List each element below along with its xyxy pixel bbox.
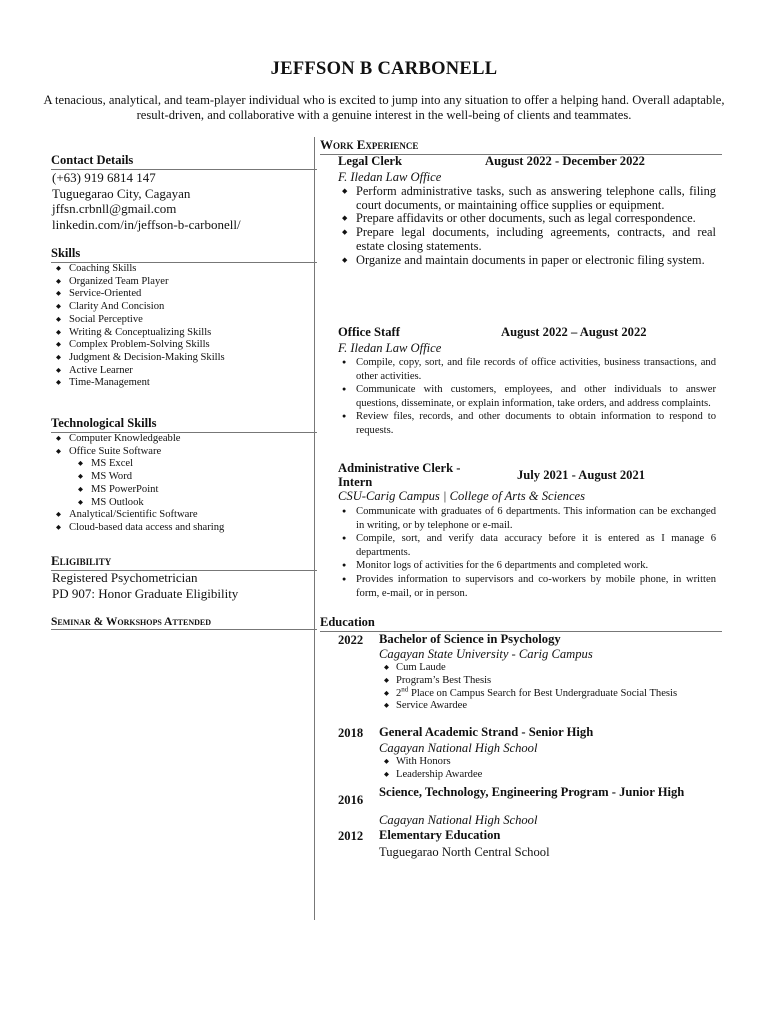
tech-skills-heading: Technological Skills <box>51 416 317 433</box>
job-title-line: Administrative Clerk - <box>338 461 461 475</box>
list-item: ● Monitor logs of activities for the 6 departments and completed work. <box>340 559 716 573</box>
education-degree: Bachelor of Science in Psychology <box>379 632 561 646</box>
list-item: ◆ Leadership Awardee <box>382 769 702 782</box>
work-heading: Work Experience <box>320 137 722 155</box>
list-item: ● Review files, records, and other documents to obtain information to respond to requests. <box>340 410 716 437</box>
education-school: Cagayan National High School <box>379 741 538 755</box>
education-school: Cagayan State University - Carig Campus <box>379 647 593 661</box>
list-item: ◆ Service-Oriented <box>53 288 225 301</box>
education-school: Tuguegarao North Central School <box>379 845 550 859</box>
list-item: ◆ Writing & Conceptualizing Skills <box>53 327 225 340</box>
list-item: ◆ Time-Management <box>53 377 225 390</box>
list-item: ● Compile, copy, sort, and file records of office activities, business transactions, and other activities. <box>340 356 716 383</box>
honor-text: Place on Campus Search for Best Undergraduate Social Thesis <box>410 687 678 699</box>
honor-ordinal-suffix: nd <box>401 685 409 694</box>
list-item: ● Communicate with graduates of 6 departments. This information can be exchanged in writing, or by telephone or e-mail. <box>340 505 716 532</box>
tech-skills-list <box>53 433 224 535</box>
education-degree: Science, Technology, Engineering Program - Junior High <box>379 785 685 799</box>
list-item: ◆ Perform administrative tasks, such as answering telephone calls, filing court documents, or maintaining office supplies or equipment. <box>340 185 716 212</box>
list-item: ◆ Service Awardee <box>382 700 702 713</box>
list-item: ◆ Analytical/Scientific Software <box>53 509 224 522</box>
list-item: ◆ With Honors <box>382 756 702 769</box>
education-degree: Elementary Education <box>379 828 501 842</box>
job-duties <box>340 356 716 438</box>
contact-linkedin[interactable]: linkedin.com/in/jeffson-b-carbonell/ <box>52 216 241 232</box>
list-item: ● Provides information to supervisors and co-workers by mobile phone, in written form, e-mail, or in person. <box>340 573 716 600</box>
list-item: ◆ Prepare legal documents, including agreements, contracts, and real estate closing statements. <box>340 226 716 253</box>
job-title <box>338 462 460 489</box>
job-dates: July 2021 - August 2021 <box>517 468 646 482</box>
list-item: ◆ Organized Team Player <box>53 276 225 289</box>
job-title: Legal Clerk <box>338 154 403 168</box>
job-duties <box>340 185 716 267</box>
job-organization: CSU-Carig Campus | College of Arts & Sciences <box>338 489 586 503</box>
contact-details <box>52 170 241 232</box>
seminars-heading: Seminar & Workshops Attended <box>51 616 317 630</box>
job-title: Office Staff <box>338 325 400 339</box>
list-item: Registered Psychometrician <box>52 570 198 585</box>
list-item: ◆ Office Suite Software <box>53 446 224 459</box>
contact-heading: Contact Details <box>51 153 317 170</box>
list-item: ◆ Cloud-based data access and sharing <box>53 522 224 535</box>
education-year: 2016 <box>338 793 364 807</box>
list-item: ◆ Prepare affidavits or other documents, such as legal correspondence. <box>340 212 716 226</box>
contact-phone: (+63) 919 6814 147 <box>52 170 156 185</box>
eligibility-list <box>52 570 238 601</box>
list-item: PD 907: Honor Graduate Eligibility <box>52 585 239 601</box>
honors-list <box>382 662 702 713</box>
contact-location: Tuguegarao City, Cagayan <box>52 185 191 201</box>
job-organization: F. Iledan Law Office <box>338 170 442 184</box>
job-dates: August 2022 – August 2022 <box>501 325 647 339</box>
job-dates: August 2022 - December 2022 <box>485 154 645 168</box>
list-item: ◆ Complex Problem-Solving Skills <box>53 339 225 352</box>
list-item: ◆ MS PowerPoint <box>53 484 224 497</box>
applicant-name: JEFFSON B CARBONELL <box>270 59 498 79</box>
list-item: ◆ MS Outlook <box>53 497 224 510</box>
education-year: 2012 <box>338 829 364 843</box>
job-organization: F. Iledan Law Office <box>338 341 442 355</box>
list-item: ◆ Judgment & Decision-Making Skills <box>53 352 225 365</box>
contact-email[interactable]: jffsn.crbnll@gmail.com <box>52 201 177 216</box>
list-item <box>382 685 702 701</box>
list-item: ◆ MS Word <box>53 471 224 484</box>
list-item: ◆ Program’s Best Thesis <box>382 675 702 688</box>
profile-summary: A tenacious, analytical, and team-player individual who is excited to jump into any situation to offer a helping hand. Overall adaptable, result-driven, and collaborative with a genuine interest in the well-being of clients and teammates. <box>43 93 725 122</box>
skills-heading: Skills <box>51 246 317 263</box>
education-year: 2018 <box>338 726 364 740</box>
education-school: Cagayan National High School <box>379 813 538 827</box>
education-heading: Education <box>320 615 722 632</box>
list-item: ◆ Coaching Skills <box>53 263 225 276</box>
list-item: ◆ Clarity And Concision <box>53 301 225 314</box>
list-item: ◆ Active Learner <box>53 365 225 378</box>
list-item: ● Communicate with customers, employees, and other individuals to answer questions, disseminate, or explain information, take orders, and address complaints. <box>340 383 716 410</box>
skills-list <box>53 263 225 390</box>
list-item: ◆ Computer Knowledgeable <box>53 433 224 446</box>
list-item: ◆ Social Perceptive <box>53 314 225 327</box>
job-duties <box>340 505 716 600</box>
education-year: 2022 <box>338 633 364 647</box>
list-item: ● Compile, sort, and verify data accuracy before it is entered as I manage 6 departments. <box>340 532 716 559</box>
eligibility-heading: Eligibility <box>51 553 317 571</box>
list-item: ◆ Cum Laude <box>382 662 702 675</box>
education-degree: General Academic Strand - Senior High <box>379 725 594 739</box>
honor-ordinal: 2 <box>396 687 402 699</box>
list-item: ◆ Organize and maintain documents in paper or electronic filing system. <box>340 254 716 268</box>
honors-list <box>382 756 702 782</box>
job-title-line: Intern <box>338 474 373 489</box>
list-item: ◆ MS Excel <box>53 458 224 471</box>
